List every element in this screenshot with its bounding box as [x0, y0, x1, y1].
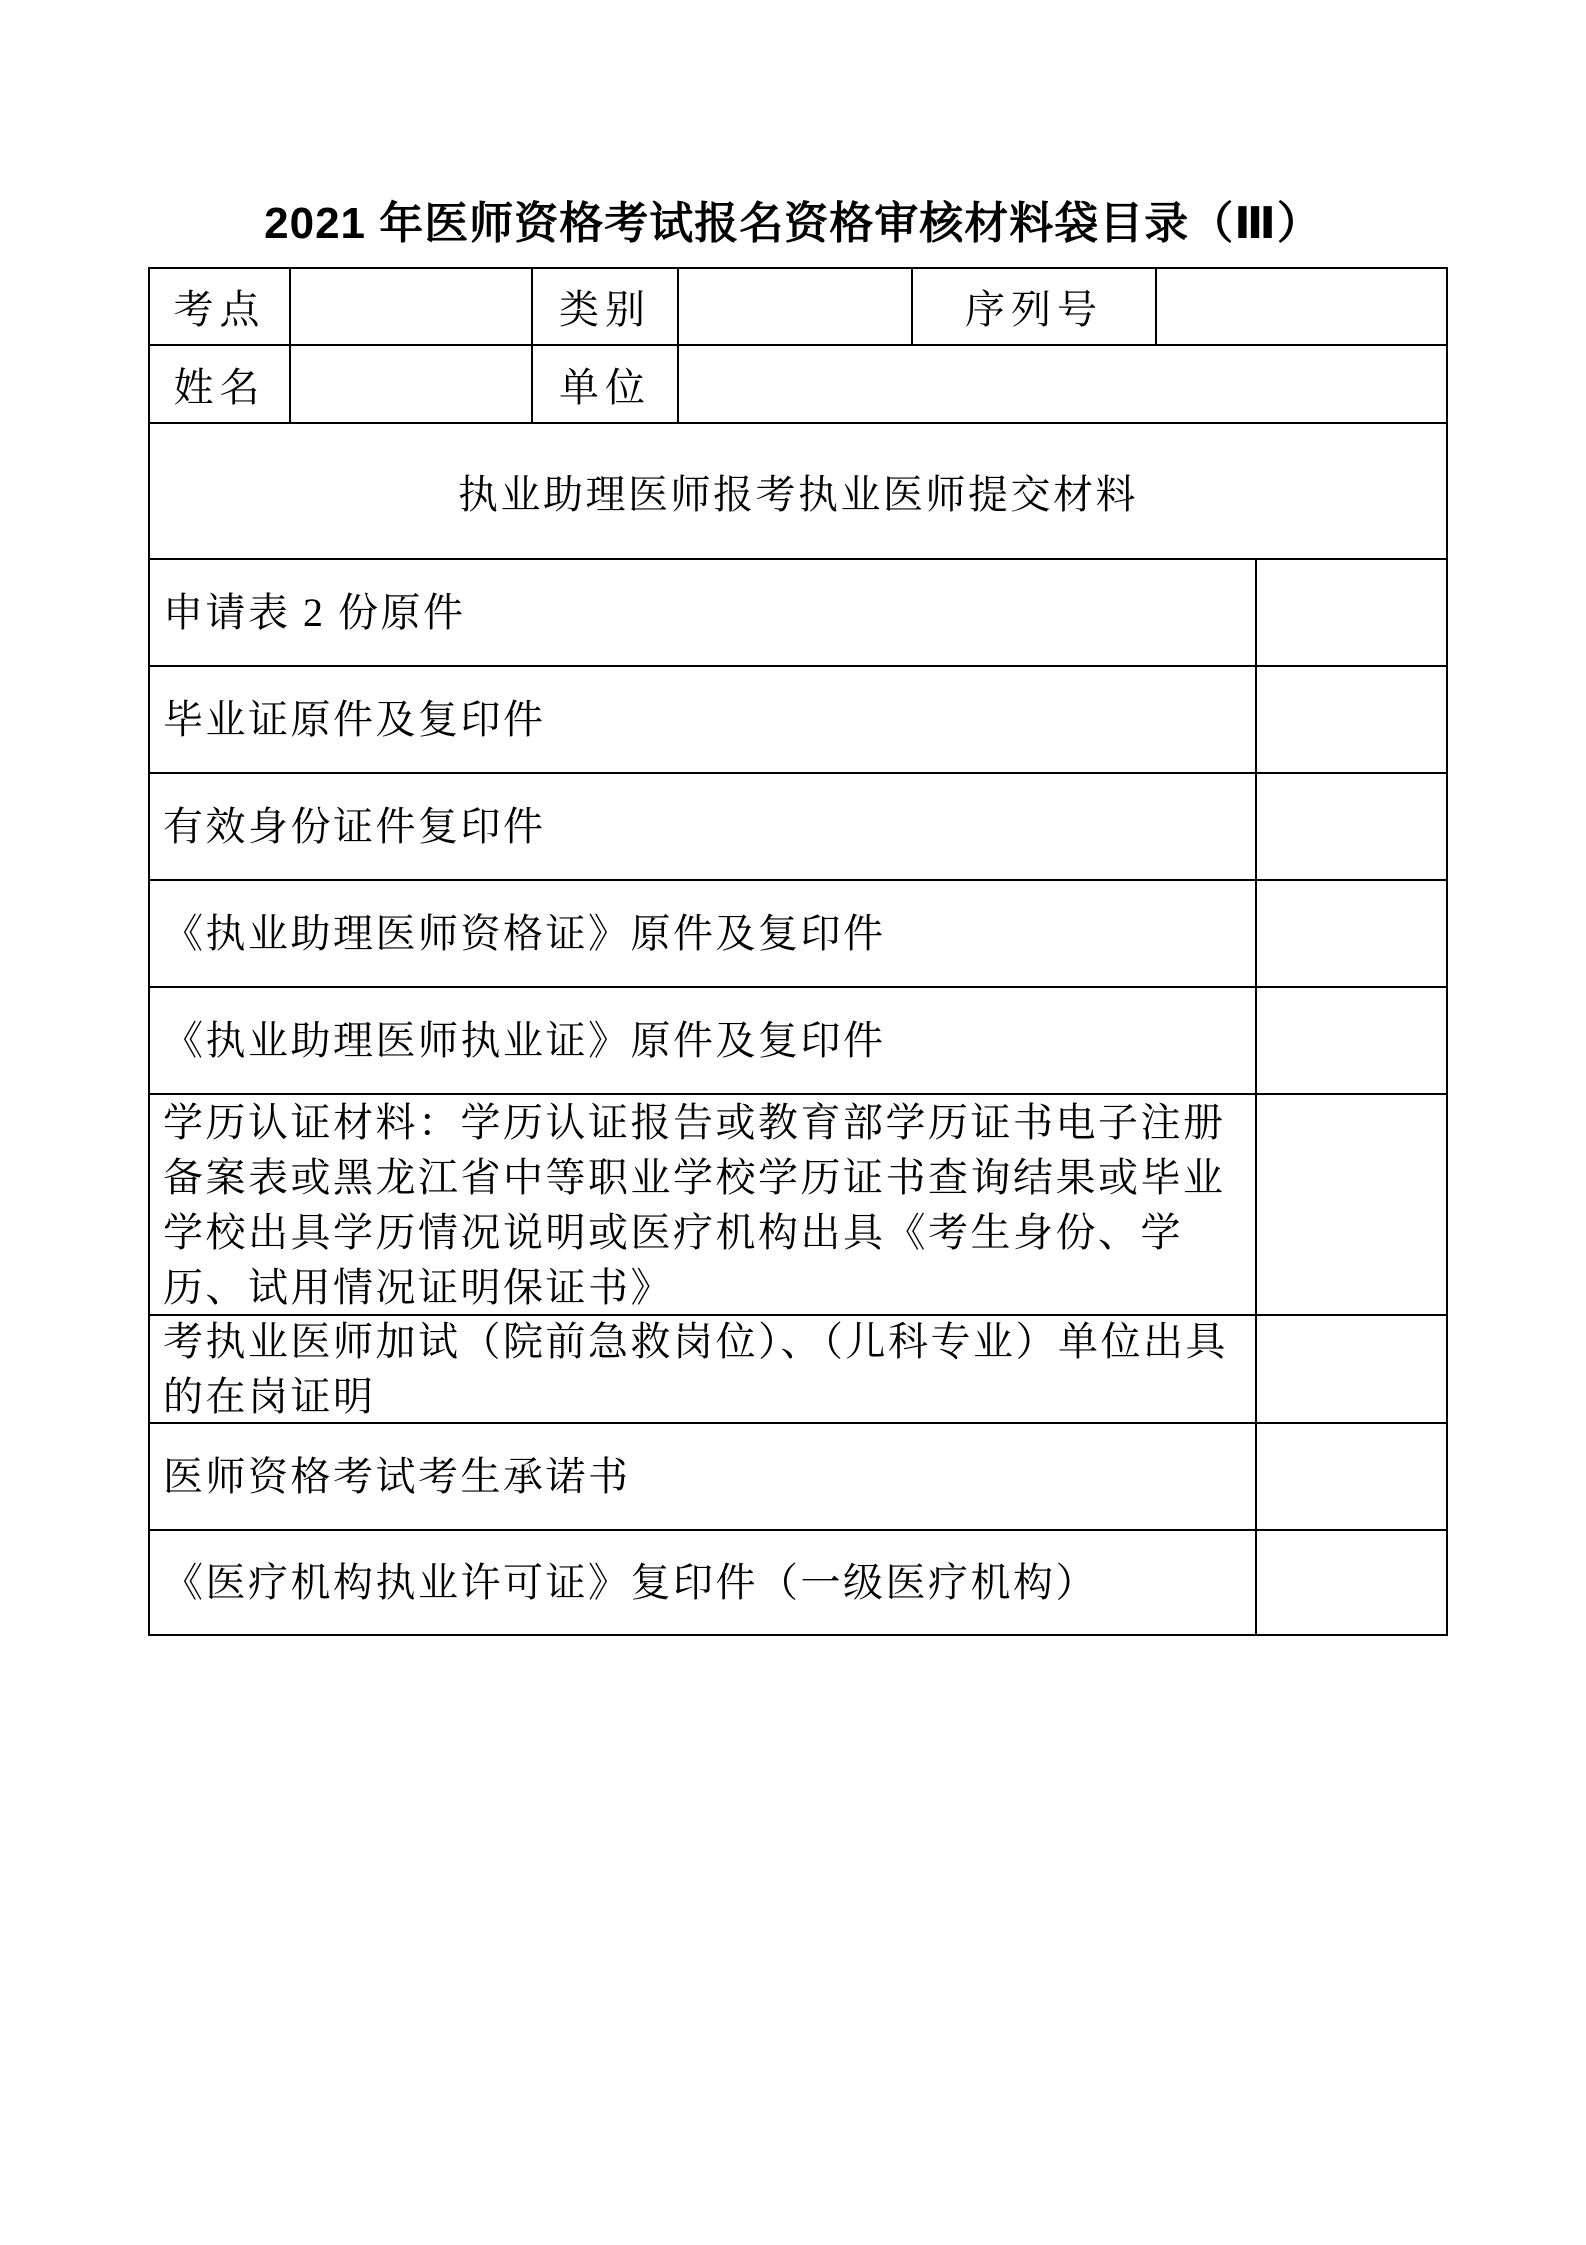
checklist-row — [150, 986, 1446, 1093]
checklist-item-text: 考执业医师加试（院前急救岗位）、（儿科专业）单位出具的在岗证明 — [163, 1319, 1228, 1419]
check-cell[interactable] — [1255, 1316, 1446, 1422]
name-value-cell[interactable] — [289, 346, 531, 422]
checklist-row — [150, 1314, 1446, 1422]
category-value-cell[interactable] — [677, 269, 911, 344]
check-cell[interactable] — [1255, 1424, 1446, 1529]
document-title: 2021 年医师资格考试报名资格审核材料袋目录（Ⅲ） — [264, 199, 1322, 248]
checklist-item-text: 申请表 2 份原件 — [163, 590, 466, 635]
checklist-row — [150, 558, 1446, 665]
info-row-2 — [150, 344, 1446, 422]
checklist-item-text: 《医疗机构执业许可证》复印件（一级医疗机构） — [163, 1560, 1098, 1605]
name-label: 姓名 — [173, 364, 266, 410]
check-cell[interactable] — [1255, 667, 1446, 772]
checklist-row — [150, 879, 1446, 986]
exam-site-value-cell[interactable] — [289, 269, 531, 344]
serial-number-label: 序列号 — [911, 269, 1155, 344]
checklist-row — [150, 1529, 1446, 1634]
category-label: 类别 — [531, 269, 677, 344]
checklist-item-text: 学历认证材料：学历认证报告或教育部学历证书电子注册备案表或黑龙江省中等职业学校学历证书查询结果或毕业学校出具学历情况说明或医疗机构出具《考生身份、学历、试用情况证明保证书》 — [163, 1099, 1226, 1310]
checklist-item-text: 《执业助理医师资格证》原件及复印件 — [163, 911, 886, 956]
checklist-row — [150, 1422, 1446, 1529]
check-cell[interactable] — [1255, 988, 1446, 1093]
check-cell[interactable] — [1255, 560, 1446, 665]
checklist-row — [150, 1093, 1446, 1314]
section-header-row — [150, 422, 1446, 558]
check-cell[interactable] — [1255, 774, 1446, 879]
check-cell[interactable] — [1255, 1531, 1446, 1634]
check-cell[interactable] — [1255, 881, 1446, 986]
checklist-item-text: 《执业助理医师执业证》原件及复印件 — [163, 1018, 886, 1063]
unit-value-cell[interactable] — [677, 346, 1446, 422]
checklist-row — [150, 665, 1446, 772]
materials-table — [148, 267, 1448, 1636]
serial-number-value-cell[interactable] — [1155, 269, 1446, 344]
check-cell[interactable] — [1255, 1095, 1446, 1314]
exam-site-label: 考点 — [173, 287, 266, 332]
checklist-item-text: 医师资格考试考生承诺书 — [163, 1454, 631, 1499]
info-row-1 — [150, 269, 1446, 344]
unit-label: 单位 — [531, 346, 677, 422]
checklist-item-text: 有效身份证件复印件 — [163, 804, 546, 849]
section-header: 执业助理医师报考执业医师提交材料 — [458, 471, 1138, 517]
checklist-item-text: 毕业证原件及复印件 — [163, 697, 546, 742]
checklist-row — [150, 772, 1446, 879]
